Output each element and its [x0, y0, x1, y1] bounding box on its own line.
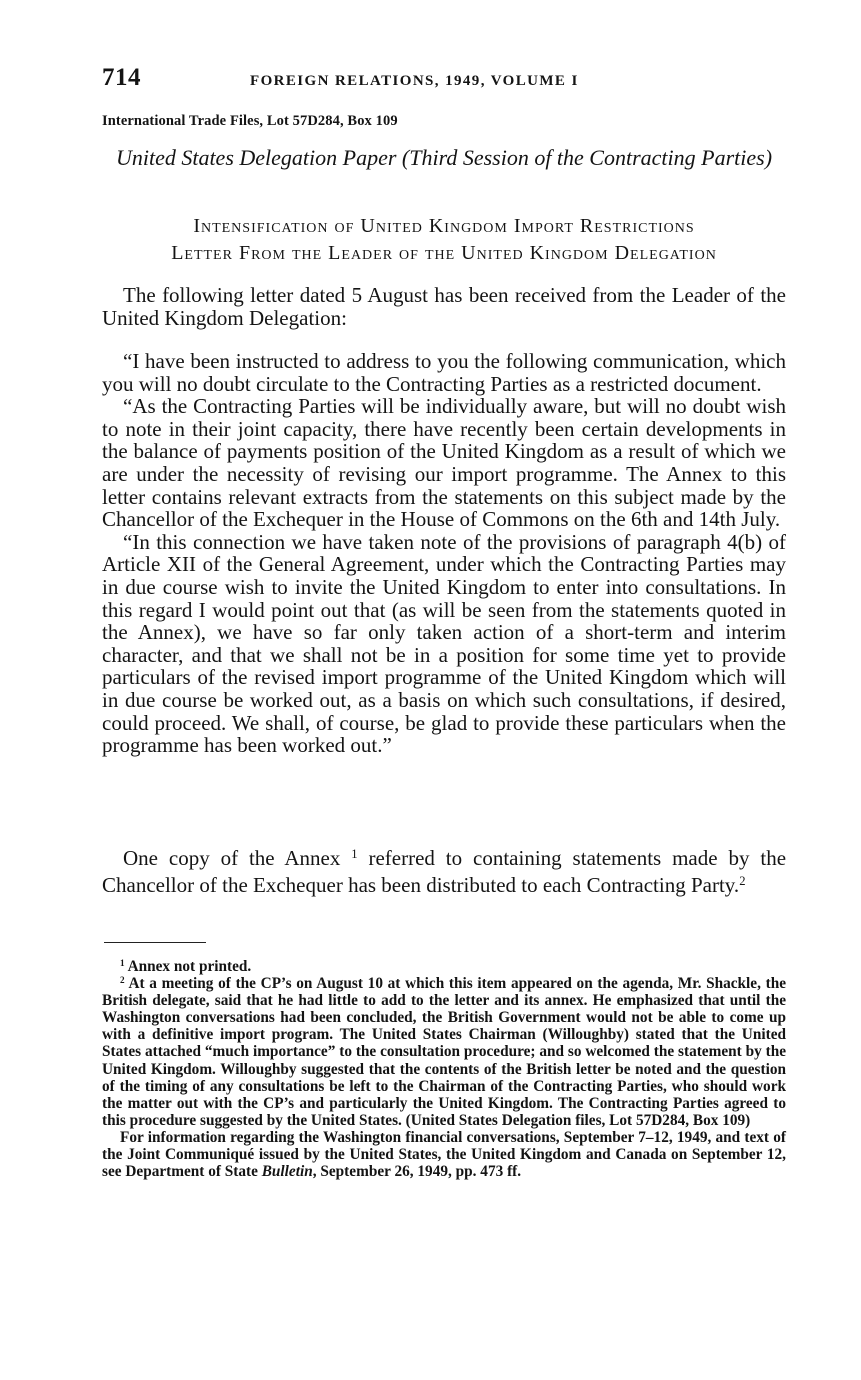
- page-header: [102, 64, 786, 92]
- letter-paragraph: “I have been instructed to address to you the following communication, which you will no doubt circulate to the Contracting Parties as a restricted document.: [102, 349, 786, 396]
- footnote-ref-2[interactable]: 2: [739, 874, 746, 889]
- intro-paragraph: The following letter dated 5 August has been received from the Leader of the United Kingdom Delegation:: [102, 283, 786, 330]
- annex-text: referred to containing statements made by the Chancellor of the Exchequer has been distributed to each Contracting Party.: [102, 846, 787, 897]
- letter-paragraph: “In this connection we have taken note of the provisions of paragraph 4(b) of Article XII of the General Agreement, under which the Contracting Parties may in due course wish to invite the United Kingdom to enter into consultations. In this regard I would point out that (as will be seen from the statements quoted in the Annex), we have so far only taken action of a short-term and interim character, and that we shall not be in a position for some time yet to provide particulars of the revised import programme of the United Kingdom which will in due course be worked out, as a basis on which such consultations, if desired, could proceed. We shall, of course, be glad to provide these particulars when the programme has been worked out.”: [102, 529, 786, 758]
- footnote-marker: 2: [120, 975, 125, 986]
- annex-text: One copy of the Annex: [123, 846, 341, 870]
- bulletin-title: Bulletin: [261, 1163, 313, 1181]
- quoted-letter: [102, 350, 786, 757]
- footnote-text: Annex not printed.: [127, 958, 252, 975]
- subtitle-1: Intensification of United Kingdom Import Restrictions: [193, 215, 695, 237]
- footnote-text: At a meeting of the CP’s on August 10 at which this item appeared on the agenda, Mr. Shackle, the British delegate, said that he had little to add to the letter and its annex. He emphasized that until the Washington conversations had been concluded, the British Government would not be able to come up with a definitive import program. The United States Chairman (Willoughby) stated that the United States attached “much importance” to the consultation procedure; and so welcomed the statement by the United Kingdom. Willoughby suggested that the contents of the British letter be noted and the question of the timing of any consultations be left to the Chairman of the Contracting Parties, who should work the matter out with the CP’s and particularly the United Kingdom. The Contracting Parties agreed to this procedure suggested by the United States. (United States Delegation files, Lot 57D284, Box 109): [102, 975, 787, 1129]
- footnote-ref-1[interactable]: 1: [351, 847, 358, 862]
- source-line: International Trade Files, Lot 57D284, Box 109: [102, 113, 398, 129]
- document-title: United States Delegation Paper (Third Session of the Contracting Parties): [115, 145, 773, 170]
- running-head: FOREIGN RELATIONS, 1949, VOLUME I: [250, 73, 579, 89]
- footnote-2: [102, 975, 786, 1129]
- annex-paragraph: [102, 845, 786, 899]
- footnote-2-continued: [102, 1129, 786, 1180]
- footnotes: [102, 958, 786, 1180]
- subtitle-2: Letter From the Leader of the United Kingdom Delegation: [171, 242, 717, 264]
- footnote-rule: [104, 942, 206, 943]
- footnote-text: , September 26, 1949, pp. 473 ff.: [312, 1163, 522, 1181]
- letter-paragraph: “As the Contracting Parties will be individually aware, but will no doubt wish to note in their joint capacity, there have recently been certain developments in the balance of payments position of the United Kingdom as a result of which we are under the necessity of revising our import programme. The Annex to this letter contains relevant extracts from the statements on this subject made by the Chancellor of the Exchequer in the House of Commons on the 6th and 14th July.: [102, 394, 786, 532]
- page-number: 714: [102, 64, 141, 91]
- footnote-marker: 1: [120, 957, 125, 968]
- footnote-1: [102, 958, 786, 975]
- footnote-text: For information regarding the Washington financial conversations, September 7–12, 1949, and text of the Joint Communiqué issued by the United States, the United Kingdom and Canada on September 12, see Department of State: [102, 1128, 786, 1181]
